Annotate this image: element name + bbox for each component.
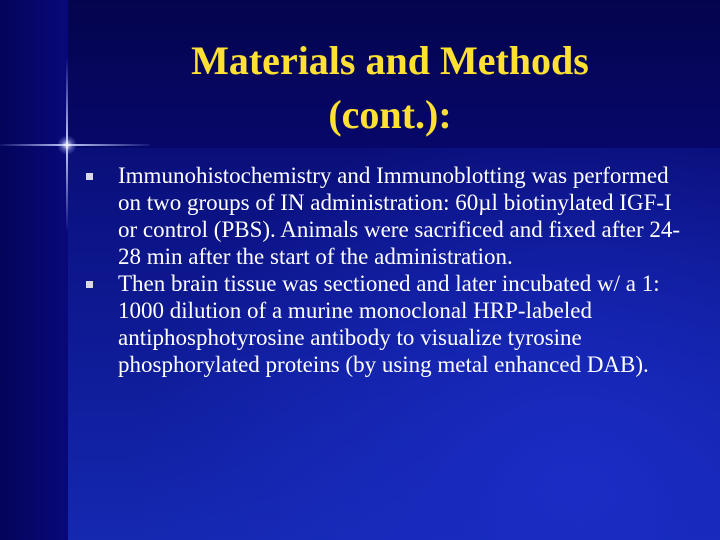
bullet-item bbox=[86, 270, 686, 378]
bullet-list bbox=[86, 162, 686, 378]
bullet-text: Then brain tissue was sectioned and later incubated w/ a 1: 1000 dilution of a murine monoclonal HRP-labeled antiphosphotyrosine antibody to visualize tyrosine phosphorylated proteins (by using metal enhanced DAB). bbox=[118, 271, 660, 377]
sparkle-star-icon bbox=[57, 135, 77, 155]
slide-left-band bbox=[0, 0, 68, 540]
slide-title bbox=[110, 34, 670, 142]
bullet-item bbox=[86, 162, 686, 270]
square-bullet-icon bbox=[86, 281, 93, 288]
square-bullet-icon bbox=[86, 173, 93, 180]
slide-title-line-1: Materials and Methods bbox=[191, 38, 589, 83]
bullet-text: Immunohistochemistry and Immunoblotting was performed on two groups of IN administration: 60µl biotinylated IGF-I or control (PBS). Animals were sacrificed and fixed after 24-28 min after the start of the administration. bbox=[118, 163, 681, 269]
slide-title-line-2: (cont.): bbox=[328, 92, 452, 137]
